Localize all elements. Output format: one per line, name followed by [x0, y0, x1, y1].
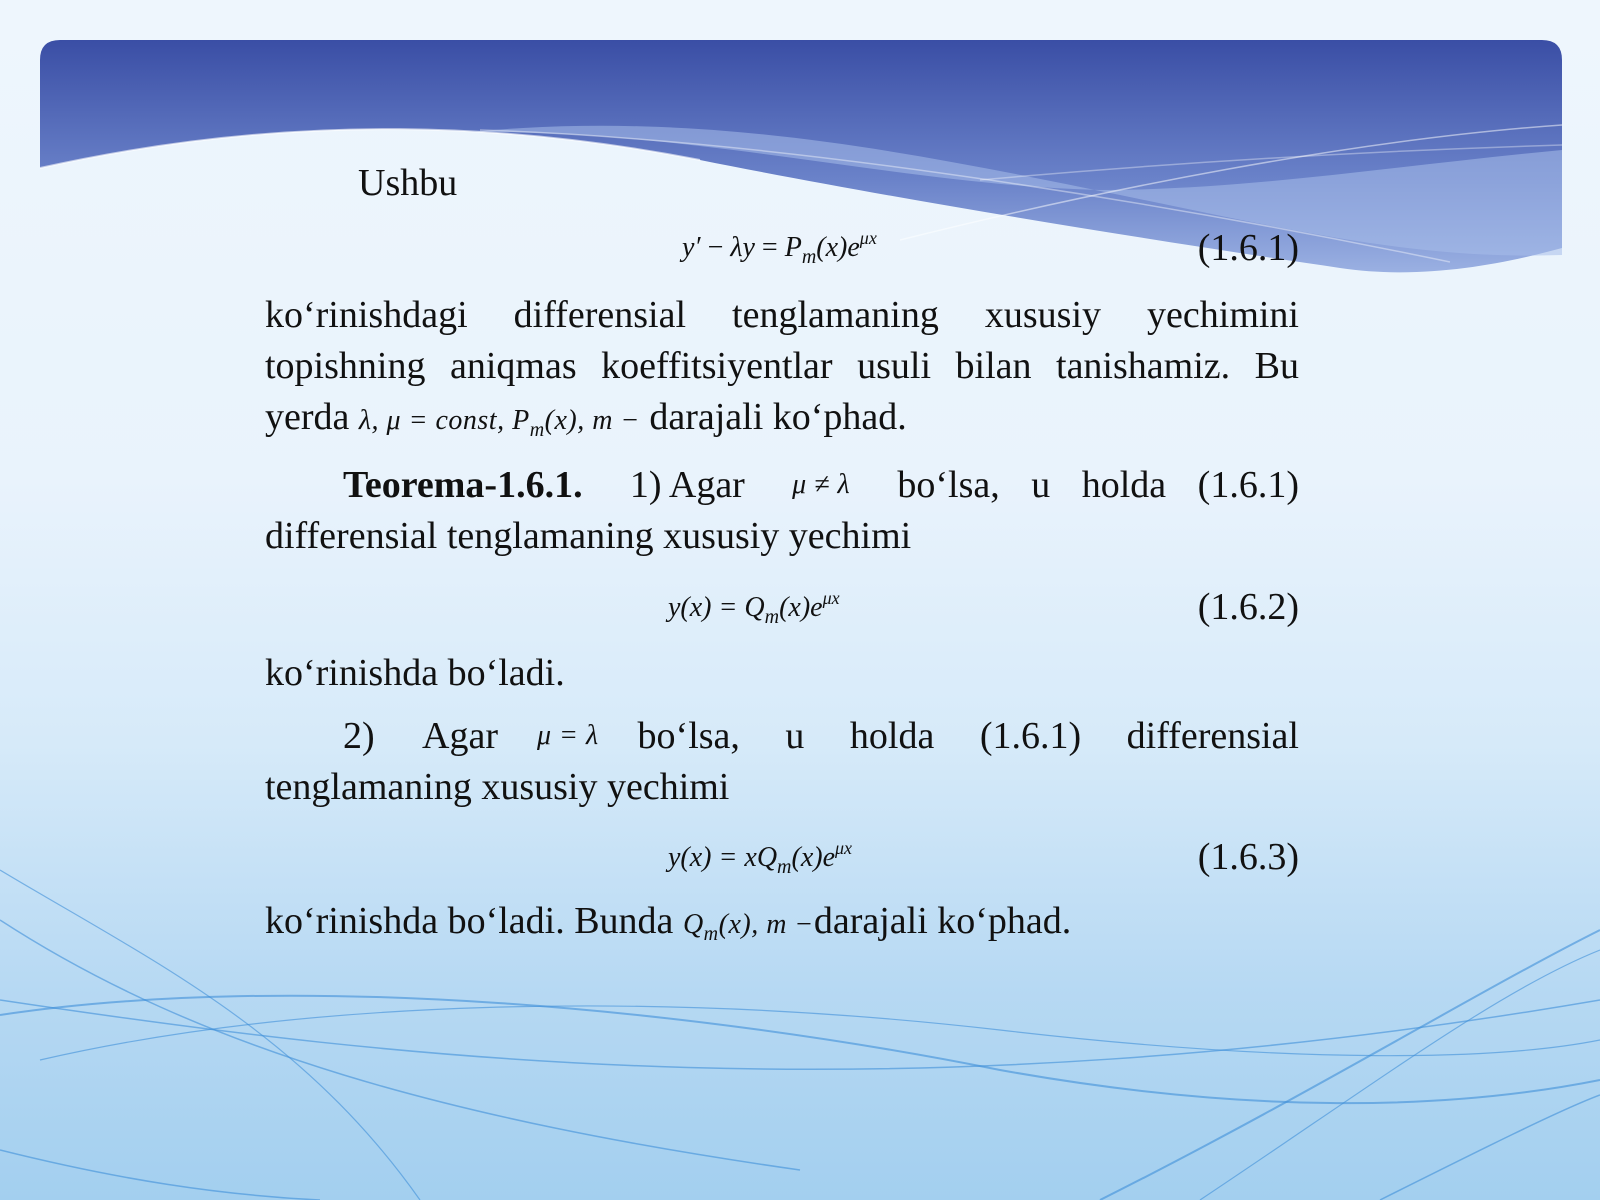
para1-line1: ko‘rinishdagi differensial tenglamaning xususiy yechimini: [265, 294, 1299, 336]
theorem-part1-end: bo‘lsa, u holda (1.6.1): [897, 464, 1299, 506]
para1-end: darajali ko‘phad.: [649, 396, 907, 438]
equation-number-1-6-3: (1.6.3): [1197, 836, 1299, 878]
intro-word: Ushbu: [358, 162, 458, 204]
final-math-Q: Q: [682, 909, 704, 940]
para1-math-text: λ, μ = const, P: [358, 405, 530, 436]
final-line: [265, 898, 1299, 948]
final-math: [682, 909, 814, 945]
equation-number-1-6-2: (1.6.2): [1197, 586, 1299, 628]
equation-1-6-2: [668, 585, 840, 631]
para1-math-text2: (x), m −: [544, 405, 640, 436]
part2-start: 2) Agar: [343, 715, 499, 757]
theorem-line2: differensial tenglamaning xususiy yechimi: [265, 515, 912, 557]
eq1-lambda-y: λy: [730, 232, 755, 263]
eq1-subscript: m: [801, 246, 817, 268]
final-end: darajali ko‘phad.: [813, 900, 1072, 942]
part2-line1: [343, 713, 1299, 759]
eq1-y-prime: y′: [682, 232, 701, 263]
theorem-title: Teorema-1.6.1.: [343, 464, 583, 506]
para1-line2: topishning aniqmas koeffitsiyentlar usuli bilan tanishamiz. Bu: [265, 345, 1299, 387]
eq3-lhs: y(x) = xQ: [668, 842, 778, 873]
para1-math-sub: m: [529, 419, 545, 441]
theorem-condition: μ ≠ λ: [792, 469, 851, 500]
eq1-minus: −: [707, 232, 724, 263]
eq1-superscript: μx: [859, 228, 877, 248]
after-eq2-text: ko‘rinishda bo‘ladi.: [265, 652, 565, 694]
part2-line2: tenglamaning xususiy yechimi: [265, 766, 730, 808]
eq1-equals: =: [761, 232, 778, 263]
eq3-subscript: m: [777, 856, 792, 878]
part2-end: bo‘lsa, u holda (1.6.1) differensial: [637, 715, 1299, 757]
equation-1-6-1: [682, 225, 877, 271]
para1-math: [358, 405, 640, 441]
eq2-subscript: m: [764, 606, 780, 628]
equation-1-6-3: [668, 835, 852, 881]
eq3-superscript: μx: [835, 838, 853, 858]
para1-line3: [265, 394, 1299, 444]
eq2-superscript: μx: [822, 588, 840, 608]
eq1-arg: (x): [816, 232, 848, 263]
eq2-lhs: y(x) = Q: [668, 592, 765, 623]
final-math-sub: m: [703, 923, 719, 945]
para1-yerda: yerda: [265, 396, 350, 438]
eq1-P: P: [784, 232, 802, 263]
theorem-part1-start: 1) Agar: [629, 464, 745, 506]
final-math-text2: (x), m −: [718, 909, 814, 940]
equation-number-1-6-1: (1.6.1): [1197, 227, 1299, 269]
theorem-line1: [343, 462, 1299, 508]
eq3-arg: (x)e: [791, 842, 836, 873]
final-start: ko‘rinishda bo‘ladi. Bunda: [265, 900, 674, 942]
eq1-e: e: [847, 232, 860, 263]
part2-condition: μ = λ: [537, 720, 599, 751]
eq2-arg: (x)e: [779, 592, 823, 623]
